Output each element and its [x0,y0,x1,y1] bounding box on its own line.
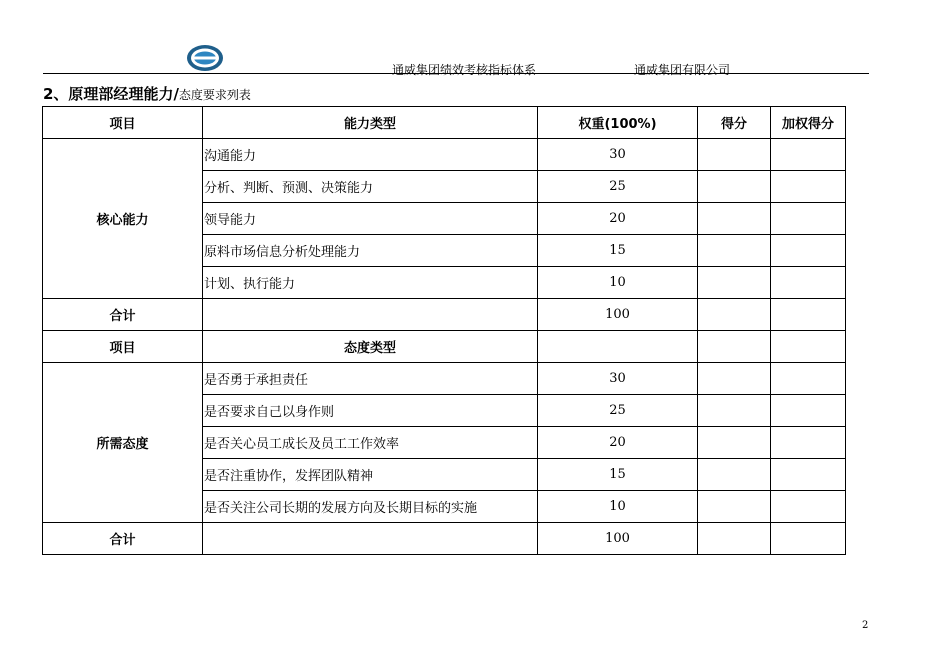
empty-cell [698,331,771,363]
ability-name: 领导能力 [203,203,538,235]
total-label: 合计 [43,299,203,331]
empty-cell [538,331,698,363]
ability-name: 计划、执行能力 [203,267,538,299]
weight-cell: 20 [538,427,698,459]
evaluation-table [42,106,846,555]
empty-cell [771,331,846,363]
column-header: 项目 [43,107,203,139]
column-header: 加权得分 [771,107,846,139]
page-number: 2 [862,620,869,631]
attitude-header-row [43,331,846,363]
score-cell[interactable] [698,427,771,459]
section-title-sub: 态度要求列表 [178,88,251,102]
header-company: 通威集团有限公司 [634,63,731,77]
score-cell[interactable] [698,363,771,395]
total-row [43,523,846,555]
group-label-attitude: 所需态度 [43,363,203,523]
score-cell[interactable] [698,459,771,491]
total-row [43,299,846,331]
weight-cell: 25 [538,171,698,203]
weighted-score-cell[interactable] [771,363,846,395]
score-cell[interactable] [698,235,771,267]
total-label: 合计 [43,523,203,555]
score-cell[interactable] [698,523,771,555]
score-cell[interactable] [698,299,771,331]
company-logo [186,44,224,72]
attitude-name: 是否注重协作，发挥团队精神 [203,459,538,491]
total-weight: 100 [538,523,698,555]
weighted-score-cell[interactable] [771,395,846,427]
ability-name: 沟通能力 [203,139,538,171]
column-header: 能力类型 [203,107,538,139]
weight-cell: 10 [538,491,698,523]
weight-cell: 25 [538,395,698,427]
empty-cell [203,299,538,331]
weight-cell: 15 [538,459,698,491]
attitude-name: 是否勇于承担责任 [203,363,538,395]
table-header-row [43,107,846,139]
weighted-score-cell[interactable] [771,171,846,203]
table-row [43,363,846,395]
ability-name: 原料市场信息分析处理能力 [203,235,538,267]
column-header: 项目 [43,331,203,363]
weighted-score-cell[interactable] [771,203,846,235]
column-header: 态度类型 [203,331,538,363]
header-title: 通威集团绩效考核指标体系 [392,63,537,77]
score-cell[interactable] [698,139,771,171]
weight-cell: 30 [538,363,698,395]
weighted-score-cell[interactable] [771,427,846,459]
attitude-name: 是否要求自己以身作则 [203,395,538,427]
table-row [43,139,846,171]
weight-cell: 15 [538,235,698,267]
total-weight: 100 [538,299,698,331]
weighted-score-cell[interactable] [771,235,846,267]
score-cell[interactable] [698,395,771,427]
empty-cell [203,523,538,555]
weighted-score-cell[interactable] [771,267,846,299]
weighted-score-cell[interactable] [771,491,846,523]
group-label-core: 核心能力 [43,139,203,299]
weight-cell: 10 [538,267,698,299]
section-title-main: 2、原理部经理能力/ [43,85,179,103]
weight-cell: 20 [538,203,698,235]
ability-name: 分析、判断、预测、决策能力 [203,171,538,203]
score-cell[interactable] [698,171,771,203]
column-header: 得分 [698,107,771,139]
attitude-name: 是否关心员工成长及员工工作效率 [203,427,538,459]
score-cell[interactable] [698,267,771,299]
weighted-score-cell[interactable] [771,459,846,491]
attitude-name: 是否关注公司长期的发展方向及长期目标的实施 [203,491,538,523]
weight-cell: 30 [538,139,698,171]
score-cell[interactable] [698,491,771,523]
column-header: 权重(100%) [538,107,698,139]
weighted-score-cell[interactable] [771,139,846,171]
weighted-score-cell[interactable] [771,299,846,331]
weighted-score-cell[interactable] [771,523,846,555]
score-cell[interactable] [698,203,771,235]
section-title [43,83,251,104]
header-divider [43,73,869,74]
